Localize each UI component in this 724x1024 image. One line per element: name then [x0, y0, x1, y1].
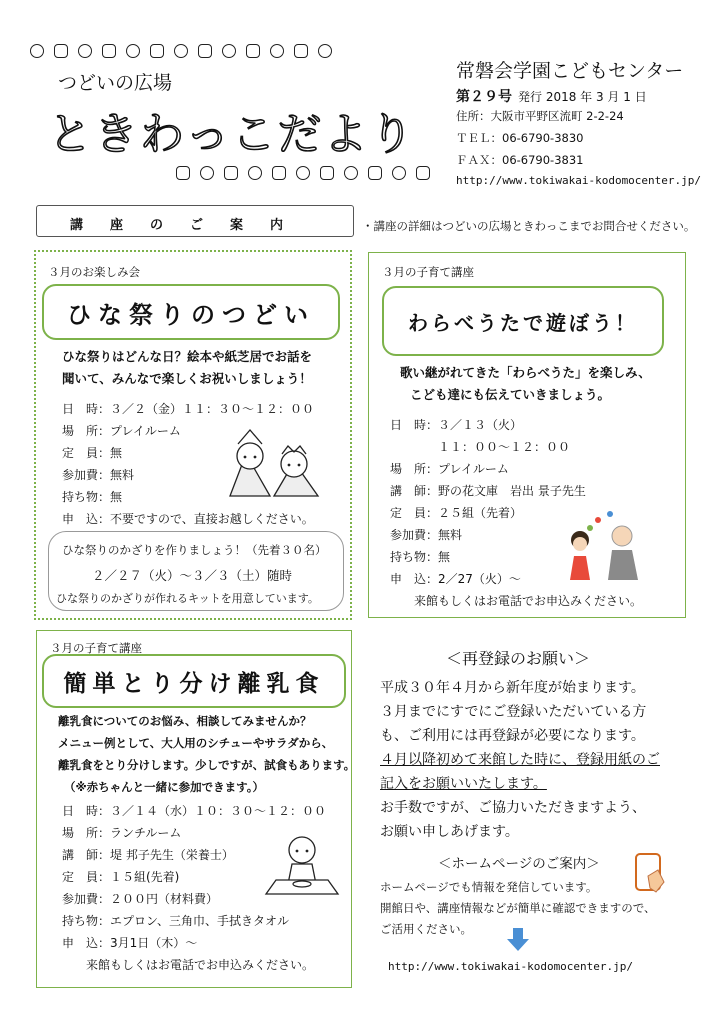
doll-icon — [150, 44, 164, 58]
doll-icon — [320, 166, 334, 180]
flower-icon — [222, 44, 236, 58]
doll-icon — [198, 44, 212, 58]
banner-label: 講座のご案内 — [70, 218, 311, 233]
register-line: お手数ですが、ご協力いただきますよう、 — [380, 800, 646, 816]
warabe-title-box — [382, 286, 664, 356]
detail-row: 持ち物：無 — [390, 550, 451, 564]
lead-line: 離乳食をとり分けします。少しですが、試食もあります。 — [58, 758, 356, 772]
hina-tag: ３月のお楽しみ会 — [48, 265, 140, 279]
down-arrow-icon — [506, 928, 530, 952]
detail-row: 参加費：２００円（材料費） — [62, 892, 219, 906]
register-title: ＜再登録のお願い＞ — [446, 649, 591, 668]
hina-note-title: ひな祭りのかざりを作りましょう！（先着３０名） — [62, 543, 327, 557]
doll-icon — [224, 166, 238, 180]
homepage-line: 開館日や、講座情報などが簡単に確認できますので、 — [380, 901, 656, 915]
rinyu-title: 簡単とり分け離乳食 — [63, 670, 325, 697]
warabe-lead — [400, 362, 651, 406]
detail-row: 申 込：不要ですので、直接お越しください。 — [62, 512, 314, 526]
flower-decoration-bottom — [176, 166, 430, 180]
organization-name: 常磐会学園こどもセンター — [456, 60, 684, 82]
lead-line: こども達にも伝えていきましょう。 — [410, 387, 611, 402]
lead-line: 聞いて、みんなで楽しくお祝いしましょう！ — [62, 371, 312, 386]
flower-icon — [200, 166, 214, 180]
flower-icon — [344, 166, 358, 180]
detail-row: １１：００～１２：００ — [390, 440, 571, 454]
rinyu-tag: ３月の子育て講座 — [50, 641, 142, 655]
detail-row: 参加費：無料 — [390, 528, 463, 542]
register-line: ４月以降初めて来館した時に、登録用紙のご — [380, 752, 660, 768]
flower-icon — [30, 44, 44, 58]
hina-title-box — [42, 284, 340, 340]
detail-row: 講 師：野の花文庫 岩出 景子先生 — [390, 484, 586, 498]
detail-row: 日 時：３／２（金）１１：３０～１２：００ — [62, 402, 315, 416]
detail-row: 日 時：３／１３（火） — [390, 418, 523, 432]
detail-row: 申 込：2／27（火）～ — [390, 572, 521, 586]
doll-icon — [294, 44, 308, 58]
detail-row: 場 所：ランチルーム — [62, 826, 182, 840]
flower-icon — [174, 44, 188, 58]
detail-row: 持ち物：無 — [62, 490, 123, 504]
detail-row: 来館もしくはお電話でお申込みください。 — [390, 594, 643, 608]
detail-row: 講 師：堤 邦子先生（栄養士） — [62, 848, 234, 862]
flower-icon — [248, 166, 262, 180]
register-line: 記入をお願いいたします。 — [380, 776, 547, 792]
doll-icon — [246, 44, 260, 58]
detail-row: 参加費：無料 — [62, 468, 135, 482]
doll-icon — [368, 166, 382, 180]
issue-date: 発行 2018 年 3 月 1 日 — [518, 90, 647, 104]
flower-icon — [392, 166, 406, 180]
register-body — [380, 676, 660, 844]
subtitle: つどいの広場 — [58, 72, 173, 94]
doll-icon — [54, 44, 68, 58]
hina-lead — [62, 346, 312, 390]
website-link[interactable]: http://www.tokiwakai-kodomocenter.jp/ — [456, 174, 702, 187]
warabe-title: わらべうたで遊ぼう！ — [408, 310, 638, 335]
register-line: ３月までにすでにご登録いただいている方 — [380, 704, 647, 720]
register-line: お願い申しあげます。 — [380, 824, 519, 840]
issue-number: 第２９号 — [456, 89, 512, 105]
lead-line: ひな祭りはどんな日？絵本や紙芝居でお話を — [62, 349, 313, 364]
detail-row: 定 員：１５組(先着) — [62, 870, 180, 884]
banner-note: ・講座の詳細はつどいの広場ときわっこまでお問合せください。 — [362, 219, 696, 233]
detail-row: 定 員：無 — [62, 446, 123, 460]
homepage-line: ホームページでも情報を発信しています。 — [380, 880, 598, 894]
warabe-tag: ３月の子育て講座 — [382, 265, 474, 279]
detail-row: 定 員：２５組（先着） — [390, 506, 523, 520]
flower-icon — [296, 166, 310, 180]
homepage-line: ご活用ください。 — [380, 922, 472, 936]
detail-row: 日 時：３／１４（水）１０：３０～１２：００ — [62, 804, 327, 818]
doll-icon — [102, 44, 116, 58]
lead-line: 歌い継がれてきた「わらべうた」を楽しみ、 — [400, 365, 651, 380]
tel: ＴＥＬ：06-6790-3830 — [456, 131, 584, 145]
flower-decoration-top — [30, 44, 332, 58]
detail-row: 申 込：3月1日（木）～ — [62, 936, 198, 950]
baby-eating-illustration — [262, 832, 342, 900]
doll-icon — [176, 166, 190, 180]
hina-note-date: ２／２７（火）～３／３（土）随時 — [92, 568, 293, 583]
doll-icon — [416, 166, 430, 180]
detail-row: 場 所：プレイルーム — [62, 424, 181, 438]
flower-icon — [78, 44, 92, 58]
rinyu-lead — [58, 710, 355, 798]
detail-row: 来館もしくはお電話でお申込みください。 — [62, 958, 315, 972]
flower-icon — [318, 44, 332, 58]
register-line: も、ご利用には再登録が必要になります。 — [380, 728, 645, 744]
lead-line: 離乳食についてのお悩み、相談してみませんか？ — [58, 714, 312, 728]
hina-dolls-illustration — [222, 418, 324, 502]
lead-line: メニュー例として、大人用のシチューやサラダから、 — [58, 736, 334, 750]
hina-title: ひな祭りのつどい — [67, 300, 315, 329]
hina-note-desc: ひな祭りのかざりが作れるキットを用意しています。 — [56, 592, 319, 605]
homepage-title: ＜ホームページのご案内＞ — [438, 856, 600, 872]
rinyu-title-box — [42, 654, 346, 708]
detail-row: 場 所：プレイルーム — [390, 462, 509, 476]
page-title: ときわっこだより — [48, 109, 416, 160]
homepage-link[interactable]: http://www.tokiwakai-kodomocenter.jp/ — [388, 960, 634, 973]
children-playing-illustration — [560, 506, 652, 582]
address: 住所：大阪市平野区流町 2-2-24 — [456, 109, 624, 123]
register-line: 平成３０年４月から新年度が始まります。 — [380, 680, 645, 696]
detail-row: 持ち物：エプロン、三角巾、手拭きタオル — [62, 914, 290, 928]
issue-line — [456, 86, 647, 106]
flower-icon — [126, 44, 140, 58]
doll-icon — [272, 166, 286, 180]
lead-line: （※赤ちゃんと一緒に参加できます。） — [64, 780, 265, 794]
flower-icon — [270, 44, 284, 58]
fax: ＦＡＸ：06-6790-3831 — [456, 153, 584, 167]
